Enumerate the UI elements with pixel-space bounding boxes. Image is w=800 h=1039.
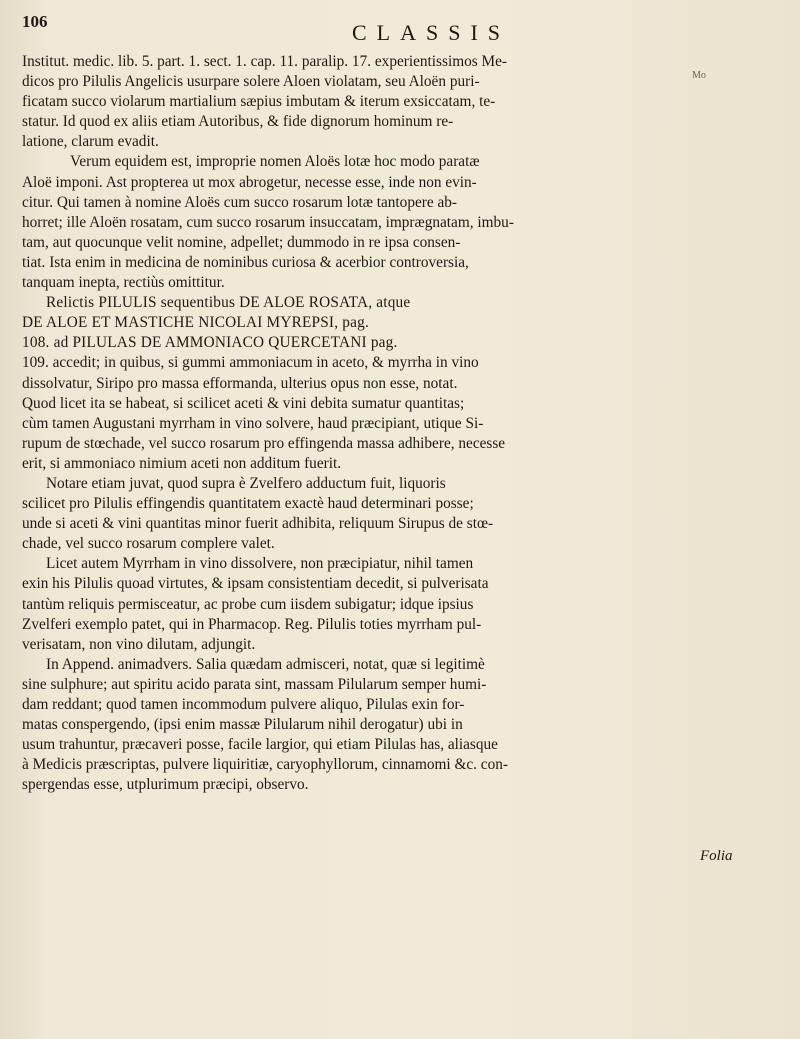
text-line: erit, si ammoniaco nimium aceti non additum fuerit. xyxy=(22,454,342,472)
text-line: 109. accedit; in quibus, si gummi ammoniacum in aceto, & myrrha in vino xyxy=(22,354,479,372)
text-line: cùm tamen Augustani myrrham in vino solvere, haud præcipiant, utique Si- xyxy=(22,414,484,432)
text-line: matas conspergendo, (ipsi enim massæ Pilularum nihil derogatur) ubi in xyxy=(22,716,463,734)
text-line: In Append. animadvers. Salia quædam admisceri, notat, quæ si legitimè xyxy=(46,655,485,673)
text-line: verisatam, non vino dilutam, adjungit. xyxy=(22,635,256,653)
text-line: Licet autem Myrrham in vino dissolvere, non præcipiatur, nihil tamen xyxy=(46,555,474,573)
text-line: sine sulphure; aut spiritu acido parata sint, massam Pilularum semper humi- xyxy=(22,675,487,693)
text-line: Institut. medic. lib. 5. part. 1. sect. 1. cap. 11. paralip. 17. experientissimos Me- xyxy=(22,53,508,70)
text-line: chade, vel succo rosarum complere valet. xyxy=(22,535,275,553)
text-line: dicos pro Pilulis Angelicis usurpare solere Aloen violatam, seu Aloën puri- xyxy=(22,73,480,91)
page-number: 106 xyxy=(22,12,48,31)
text-line: citur. Qui tamen à nomine Aloës cum succo rosarum lotæ tantopere ab- xyxy=(22,193,457,211)
text-line: Relictis PILULIS sequentibus DE ALOE ROSATA, atque xyxy=(46,294,411,312)
text-line: usum trahuntur, præcaveri posse, facile largior, qui etiam Pilulas has, aliasque xyxy=(22,736,498,754)
text-line: Quod licet ita se habeat, si scilicet aceti & vini debita sumatur quantitas; xyxy=(22,394,465,412)
text-line: à Medicis præscriptas, pulvere liquiritiæ, caryophyllorum, cinnamomi &c. con- xyxy=(22,756,508,774)
text-line: tam, aut quocunque velit nomine, adpellet; dummodo in re ipsa consen- xyxy=(22,233,461,251)
text-line: 108. ad PILULAS DE AMMONIACO QUERCETANI pag. xyxy=(22,334,398,352)
text-line: statur. Id quod ex aliis etiam Autoribus, & fide dignorum hominum re- xyxy=(22,113,454,131)
text-line: Notare etiam juvat, quod supra è Zvelfero adductum fuit, liquoris xyxy=(46,474,446,492)
marginal-mark: Mo xyxy=(692,70,706,81)
text-line: horret; ille Aloën rosatam, cum succo rosarum insuccatam, imprægnatam, imbu- xyxy=(22,213,514,231)
text-line: DE ALOE ET MASTICHE NICOLAI MYREPSI, pag. xyxy=(22,314,369,332)
catchword: Folia xyxy=(700,848,733,864)
text-line: latione, clarum evadit. xyxy=(22,133,159,151)
running-title: CLASSIS xyxy=(352,20,511,45)
text-line: dissolvatur, Siripo pro massa efformanda, ulterius opus non esse, notat. xyxy=(22,374,458,392)
text-line: Aloë imponi. Ast propterea ut mox abrogetur, necesse esse, inde non evin- xyxy=(22,173,477,191)
text-line: spergendas esse, utplurimum præcipi, observo. xyxy=(22,776,309,794)
page-header xyxy=(22,6,782,46)
text-line: tanquam inepta, rectiùs omittitur. xyxy=(22,274,225,292)
text-line: tiat. Ista enim in medicina de nominibus curiosa & acerbior controversia, xyxy=(22,253,469,271)
body-text xyxy=(22,52,790,795)
text-line: Zvelferi exemplo patet, qui in Pharmacop. Reg. Pilulis toties myrrham pul- xyxy=(22,615,482,633)
text-line: Verum equidem est, improprie nomen Aloës lotæ hoc modo paratæ xyxy=(70,153,480,171)
text-line: dam reddant; quod tamen incommodum pulvere aliquo, Pilulas exin for- xyxy=(22,696,465,713)
text-line: scilicet pro Pilulis effingendis quantitatem exactè haud determinari posse; xyxy=(22,495,474,513)
text-line: tantùm reliquis permisceatur, ac probe cum iisdem subigatur; idque ipsius xyxy=(22,595,474,613)
text-line: ficatam succo violarum martialium sæpius imbutam & iterum exsiccatam, te- xyxy=(22,93,496,111)
text-line: exin his Pilulis quoad virtutes, & ipsam consistentiam decedit, si pulverisata xyxy=(22,575,489,593)
text-line: rupum de stœchade, vel succo rosarum pro effingenda massa adhibere, necesse xyxy=(22,434,506,452)
text-line: unde si aceti & vini quantitas minor fuerit adhibita, reliquum Sirupus de stœ- xyxy=(22,515,494,533)
